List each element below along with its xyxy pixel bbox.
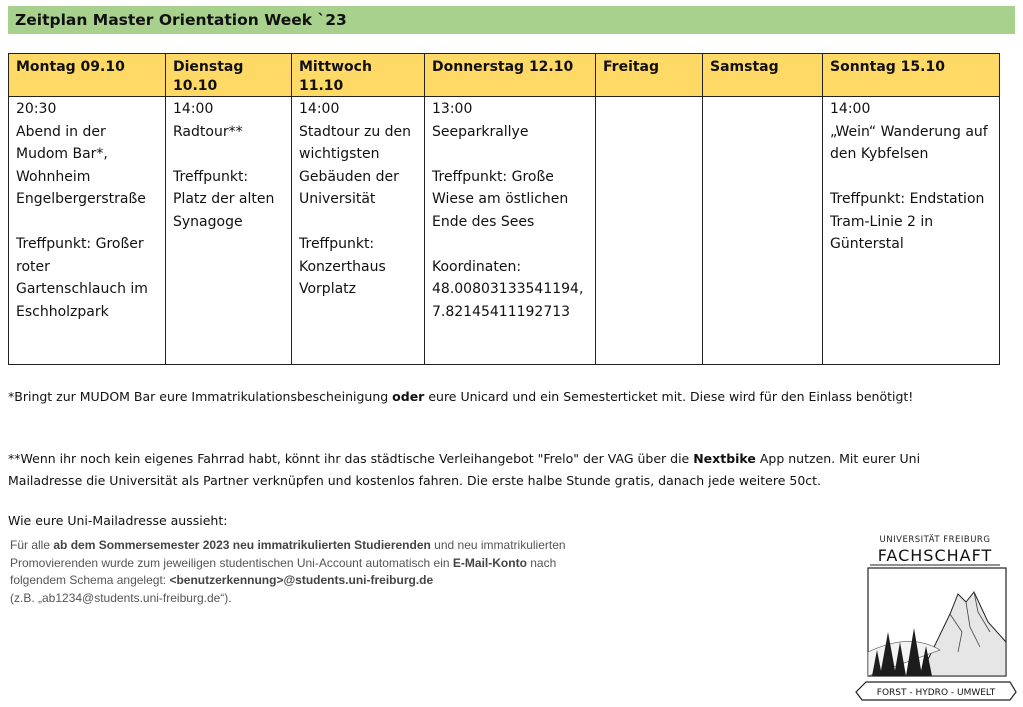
header-monday: Montag 09.10	[9, 54, 166, 97]
mail-address-schema: <benutzerkennung>@students.uni-freiburg.de	[169, 573, 434, 587]
logo-university-text: UNIVERSITÄT FREIBURG	[879, 535, 991, 545]
cell-line: Treffpunkt: Großer roter Gartenschlauch im Eschholzpark	[16, 236, 153, 320]
cell-line: Abend in der Mudom Bar*, Wohnheim Engelbergerstraße	[16, 123, 146, 207]
cell-line: Stadtour zu den wichtigsten Gebäuden der Universität	[299, 123, 416, 207]
cell-line: Koordinaten: 48.00803133541194, 7.82145411192713	[432, 258, 588, 320]
cell-line: 14:00	[173, 101, 214, 117]
mail-info-bold: E-Mail-Konto	[452, 555, 527, 570]
cell-monday	[9, 97, 166, 365]
footnote-mudom-text-end: eure Unicard und ein Semesterticket mit. Diese wird für den Einlass benötigt!	[424, 389, 914, 404]
cell-line	[299, 211, 417, 234]
cell-line	[173, 143, 284, 166]
footnote-bike-text: **Wenn ihr noch kein eigenes Fahrrad habt, könnt ihr das städtische Verleihangebot "Frelo" der VAG über die	[8, 451, 694, 466]
cell-line	[432, 233, 588, 256]
mail-info-example: (z.B. „ab1234@students.uni-freiburg.de“).	[10, 590, 232, 605]
header-sunday: Sonntag 15.10	[823, 54, 1000, 97]
cell-line	[830, 166, 992, 189]
page-title: Zeitplan Master Orientation Week `23	[15, 11, 347, 29]
cell-line: Treffpunkt: Platz der alten Synagoge	[173, 168, 279, 230]
cell-tuesday	[166, 97, 292, 365]
header-saturday: Samstag	[703, 54, 823, 97]
footnote-bike-bold: Nextbike	[693, 451, 756, 466]
fachschaft-logo	[850, 532, 1020, 702]
schedule-table	[8, 53, 1000, 365]
cell-line: Treffpunkt: Große Wiese am östlichen Ende des Sees	[432, 168, 573, 230]
schedule-header-row	[9, 54, 1000, 97]
footnote-mudom-text: *Bringt zur MUDOM Bar eure Immatrikulationsbescheinigung	[8, 389, 393, 404]
footnote-bike-line2: Mailadresse die Universität als Partner verknüpfen und kostenlos fahren. Die erste halbe Stunde gratis, danach jede weitere 50ct.	[8, 473, 822, 488]
mail-info-text: Für alle	[10, 538, 54, 552]
cell-line	[16, 211, 158, 234]
cell-sunday	[823, 97, 1000, 365]
header-tuesday: Dienstag 10.10	[166, 54, 292, 97]
cell-line: 20:30	[16, 101, 57, 117]
cell-thursday	[425, 97, 596, 365]
cell-line	[432, 143, 588, 166]
footnote-mudom-bold: oder	[392, 389, 425, 404]
schedule-row	[9, 97, 1000, 365]
header-thursday: Donnerstag 12.10	[425, 54, 596, 97]
cell-saturday	[703, 97, 823, 365]
cell-line: Treffpunkt: Endstation Tram-Linie 2 in Günterstal	[830, 191, 989, 252]
cell-line: Treffpunkt: Konzerthaus Vorplatz	[299, 236, 391, 297]
cell-line: „Wein“ Wanderung auf den Kybfelsen	[830, 123, 993, 162]
footnote-bike	[8, 448, 920, 492]
cell-line: Seeparkrallye	[432, 123, 529, 140]
logo-fachschaft-text: FACHSCHAFT	[877, 546, 993, 565]
cell-line: 14:00	[830, 101, 871, 117]
cell-line: 13:00	[432, 101, 473, 117]
mail-info-screenshot	[10, 537, 600, 607]
title-bar	[8, 6, 1015, 34]
logo-banner-text: FORST - HYDRO - UMWELT	[876, 688, 996, 698]
footnote-mudom	[8, 386, 913, 408]
cell-line: Radtour**	[173, 123, 243, 140]
mail-info-text: nach folgendem Schema angelegt:	[10, 555, 557, 587]
cell-wednesday	[292, 97, 425, 365]
header-wednesday: Mittwoch 11.10	[292, 54, 425, 97]
mail-info-bold: ab dem Sommersemester 2023 neu immatrikulierten Studierenden	[53, 538, 431, 552]
cell-friday	[596, 97, 703, 365]
mail-info-text: und neu immatrikulierten Promovierenden wurde zum jeweiligen studentischen Uni-Account automatisch ein	[10, 538, 566, 570]
footnote-bike-text-end: App nutzen. Mit eurer Uni	[755, 451, 921, 466]
cell-line: 14:00	[299, 101, 340, 117]
header-friday: Freitag	[596, 54, 703, 97]
mail-heading: Wie eure Uni-Mailadresse aussieht:	[8, 513, 228, 528]
